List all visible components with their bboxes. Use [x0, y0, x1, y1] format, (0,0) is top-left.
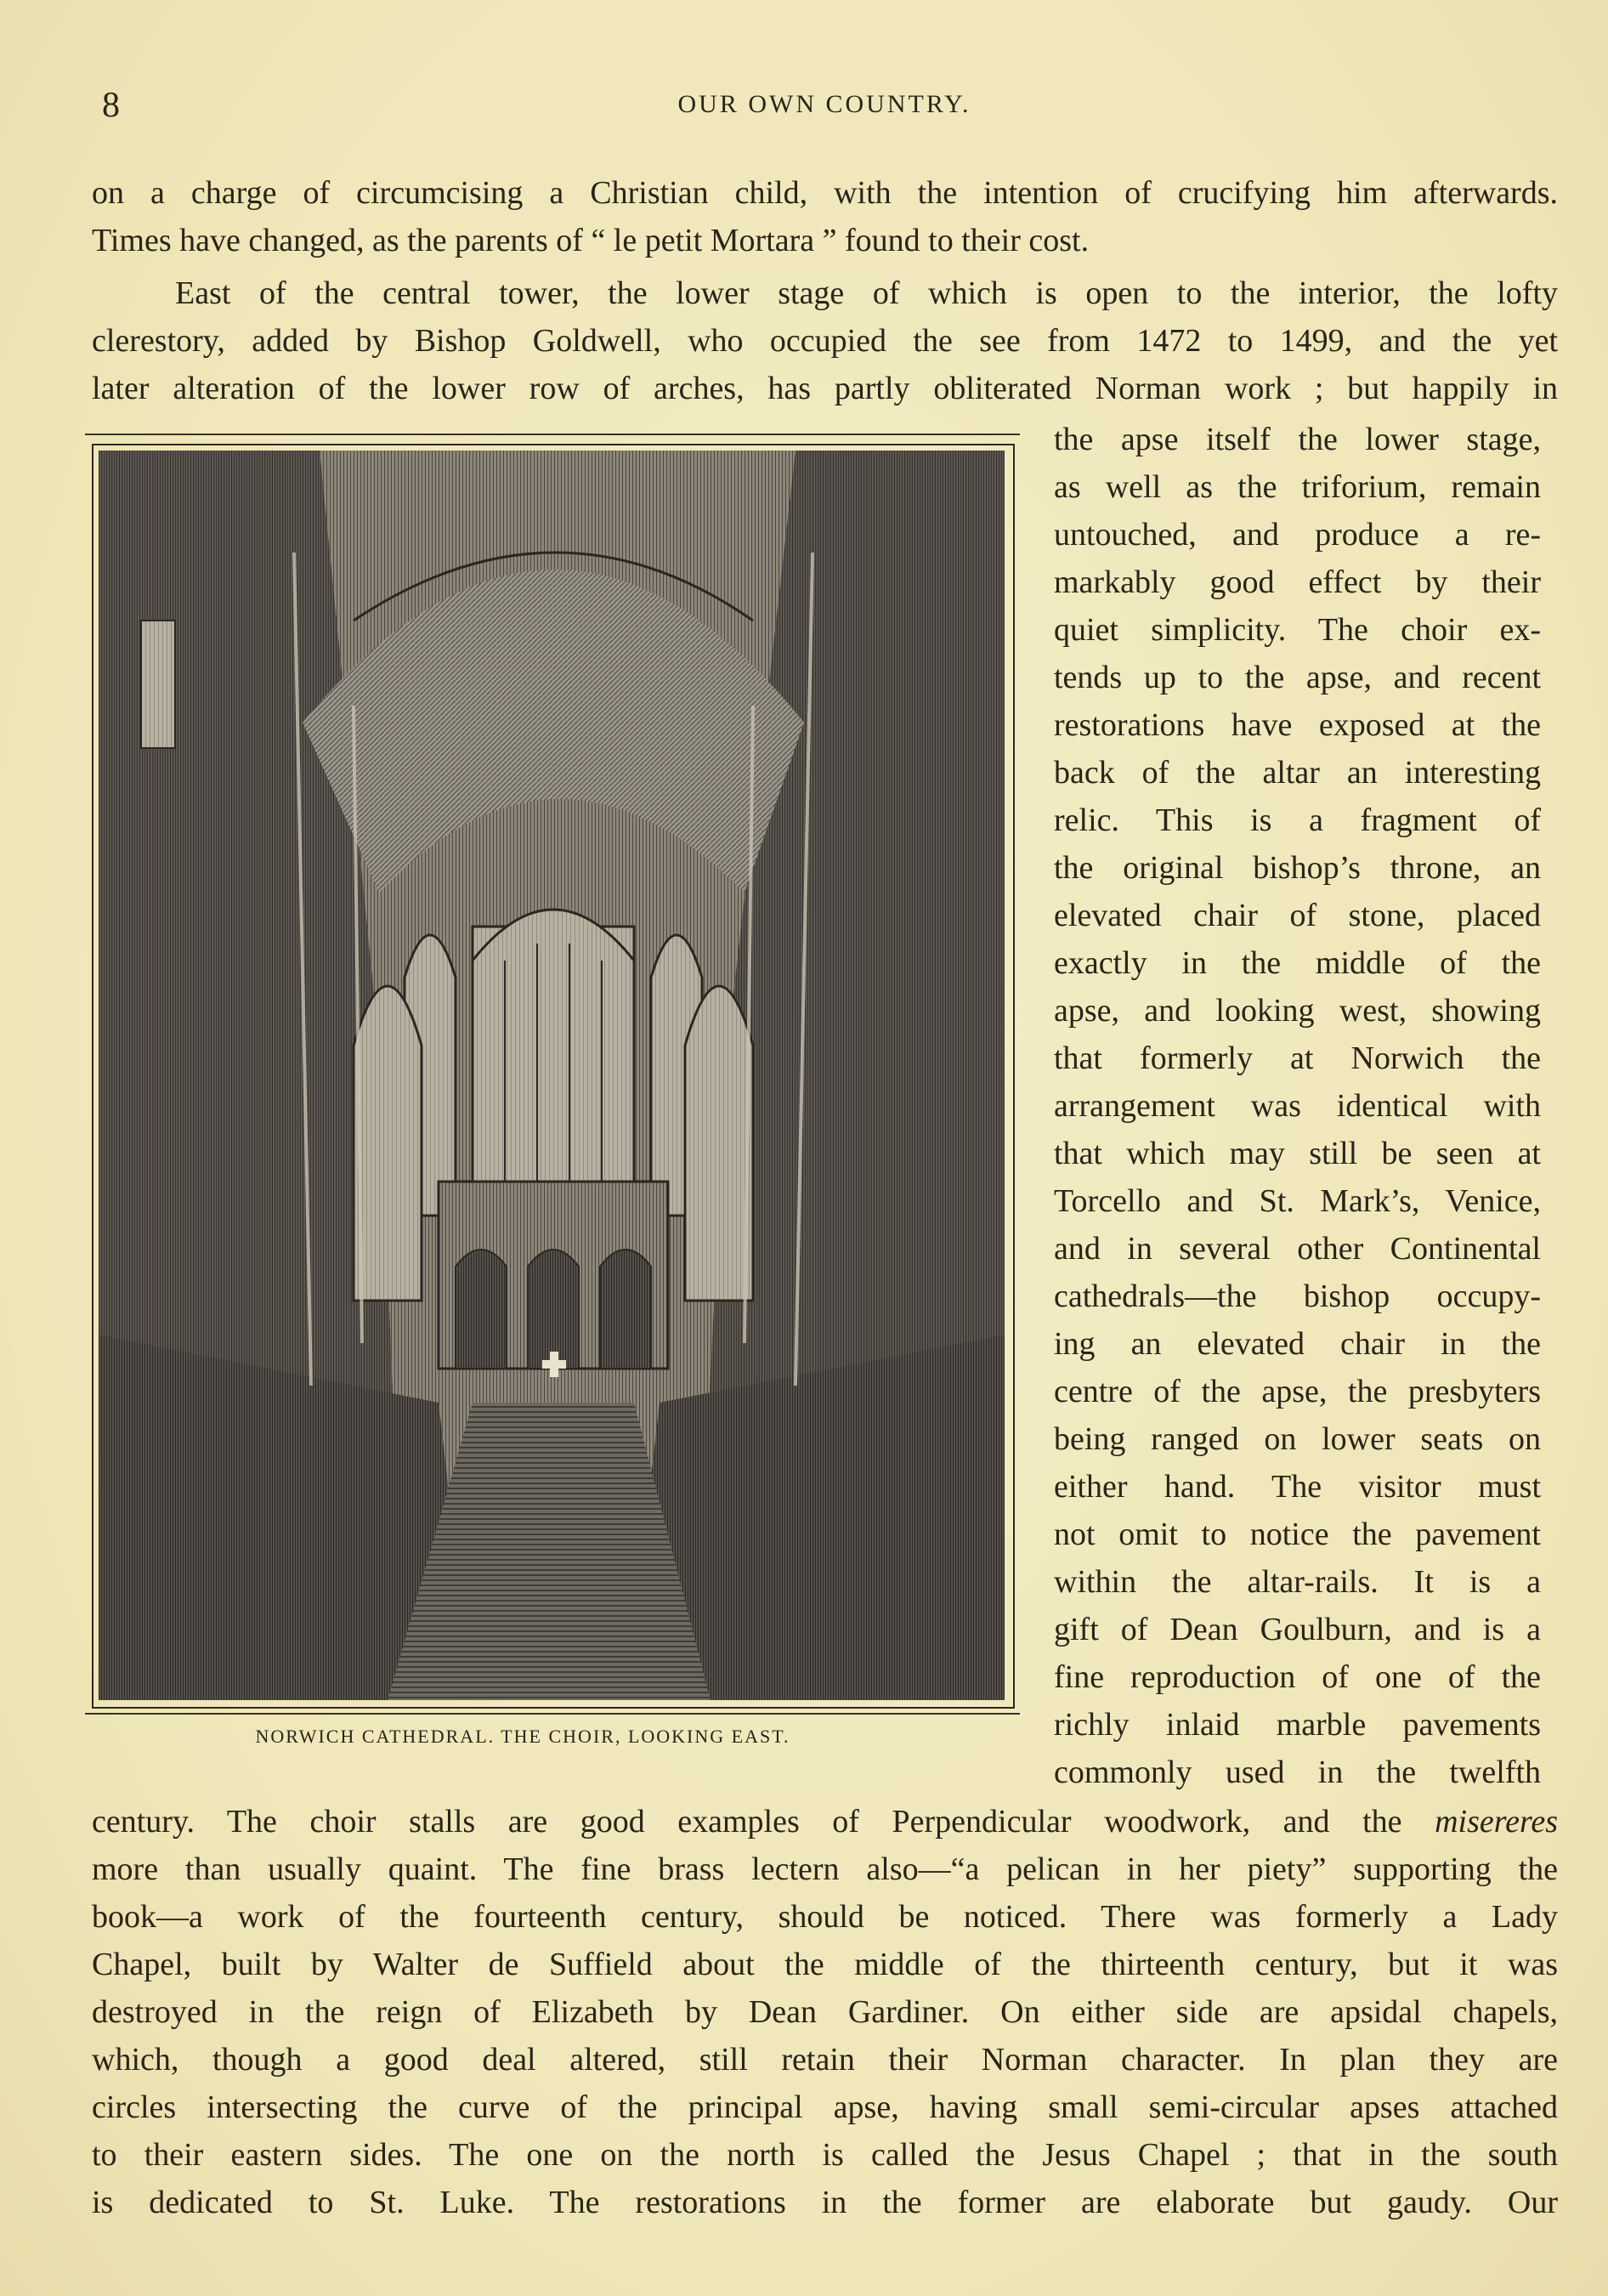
body-line: to their eastern sides. The one on the north is called the Jesus Chapel ; that in the south: [92, 2137, 1558, 2173]
column-line: fine reproduction of one of the: [1054, 1659, 1541, 1695]
column-line: that which may still be seen at: [1054, 1136, 1541, 1171]
column-line: restorations have exposed at the: [1054, 707, 1541, 743]
column-line: markably good effect by their: [1054, 564, 1541, 600]
body-line: on a charge of circumcising a Christian child, with the intention of crucifying him afterwards.: [92, 175, 1558, 211]
column-line: as well as the triforium, remain: [1054, 469, 1541, 505]
column-line: being ranged on lower seats on: [1054, 1421, 1541, 1457]
body-line: clerestory, added by Bishop Goldwell, who occupied the see from 1472 to 1499, and the yet: [92, 323, 1558, 359]
choir-illustration: [99, 451, 1005, 1700]
figure-rule: [85, 434, 1020, 435]
page-header: [93, 85, 1555, 128]
column-line: relic. This is a fragment of: [1054, 802, 1541, 838]
body-line: century. The choir stalls are good examples of Perpendicular woodwork, and the misereres: [92, 1804, 1558, 1840]
body-line: East of the central tower, the lower stage of which is open to the interior, the lofty: [175, 275, 1558, 311]
running-title: OUR OWN COUNTRY.: [677, 90, 971, 118]
body-line: circles intersecting the curve of the principal apse, having small semi-circular apses attached: [92, 2089, 1558, 2125]
body-line: book—a work of the fourteenth century, should be noticed. There was formerly a Lady: [92, 1899, 1558, 1935]
body-line: more than usually quaint. The fine brass lectern also—“a pelican in her piety” supporting the: [92, 1851, 1558, 1887]
column-line: that formerly at Norwich the: [1054, 1040, 1541, 1076]
column-line: tends up to the apse, and recent: [1054, 660, 1541, 695]
column-line: arrangement was identical with: [1054, 1088, 1541, 1124]
page-number: 8: [102, 86, 120, 125]
body-line: Chapel, built by Walter de Suffield about the middle of the thirteenth century, but it was: [92, 1947, 1558, 1982]
body-line: which, though a good deal altered, still retain their Norman character. In plan they are: [92, 2042, 1558, 2078]
figure-rule: [85, 1713, 1020, 1715]
column-line: commonly used in the twelfth: [1054, 1755, 1541, 1790]
column-line: ing an elevated chair in the: [1054, 1326, 1541, 1362]
cathedral-engraving: [85, 434, 1020, 1713]
column-line: and in several other Continental: [1054, 1231, 1541, 1267]
column-line: cathedrals—the bishop occupy-: [1054, 1278, 1541, 1314]
column-line: apse, and looking west, showing: [1054, 993, 1541, 1029]
body-line: later alteration of the lower row of arches, has partly obliterated Norman work ; but happily in: [92, 371, 1558, 406]
body-line: Times have changed, as the parents of “ le petit Mortara ” found to their cost.: [92, 223, 1090, 258]
column-line: quiet simplicity. The choir ex-: [1054, 612, 1541, 648]
body-line: is dedicated to St. Luke. The restorations in the former are elaborate but gaudy. Our: [92, 2185, 1558, 2220]
column-line: the apse itself the lower stage,: [1054, 422, 1541, 457]
column-line: the original bishop’s throne, an: [1054, 850, 1541, 886]
column-line: exactly in the middle of the: [1054, 945, 1541, 981]
column-line: not omit to notice the pavement: [1054, 1516, 1541, 1552]
column-line: gift of Dean Goulburn, and is a: [1054, 1612, 1541, 1647]
column-line: either hand. The visitor must: [1054, 1469, 1541, 1505]
column-line: back of the altar an interesting: [1054, 755, 1541, 791]
column-line: richly inlaid marble pavements: [1054, 1707, 1541, 1743]
column-line: untouched, and produce a re-: [1054, 517, 1541, 553]
column-line: within the altar-rails. It is a: [1054, 1564, 1541, 1600]
column-line: elevated chair of stone, placed: [1054, 898, 1541, 933]
column-line: centre of the apse, the presbyters: [1054, 1374, 1541, 1409]
column-line: Torcello and St. Mark’s, Venice,: [1054, 1183, 1541, 1219]
body-line: destroyed in the reign of Elizabeth by Dean Gardiner. On either side are apsidal chapels,: [92, 1994, 1558, 2030]
figure-caption: NORWICH CATHEDRAL. THE CHOIR, LOOKING EAST.: [255, 1726, 790, 1747]
